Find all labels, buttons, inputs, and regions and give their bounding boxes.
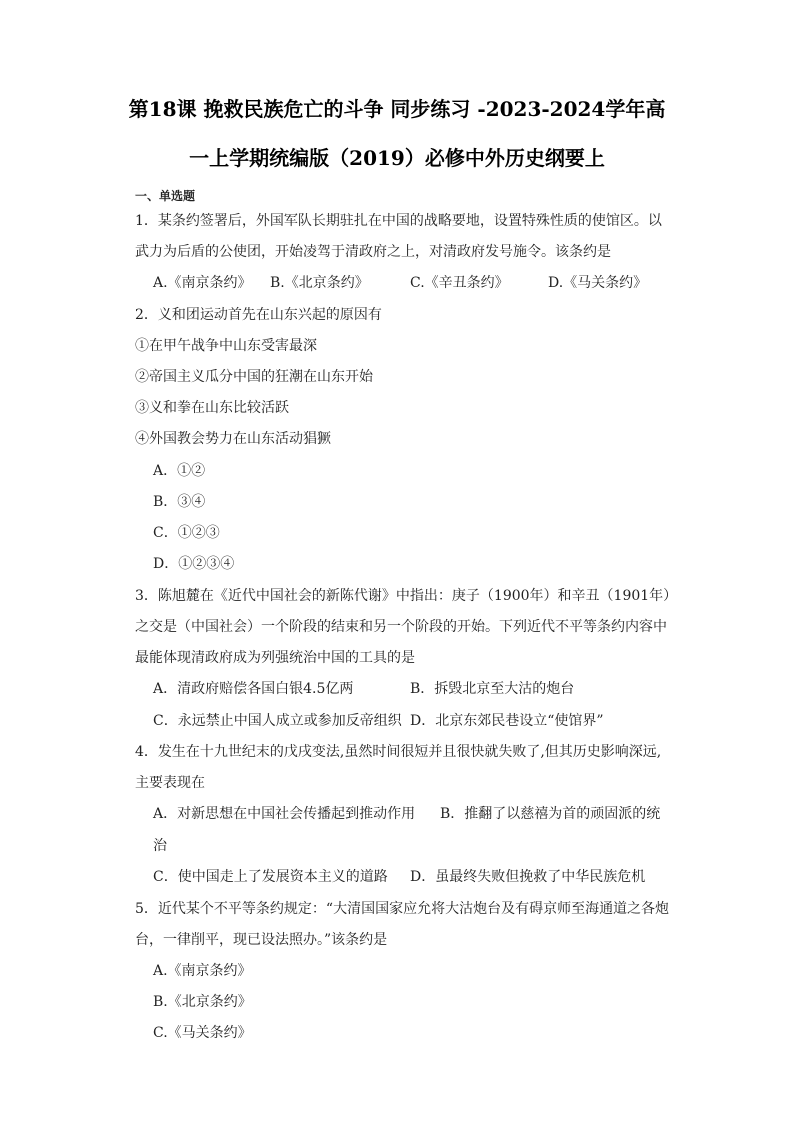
question-1-text: 武力为后盾的公使团，开始凌驾于清政府之上，对清政府发号施令。该条约是 <box>135 244 611 260</box>
question-3-option-a: A．清政府赔偿各国白银4.5亿两 <box>153 681 354 697</box>
question-3-text: 之交是（中国社会）一个阶段的结束和另一个阶段的开始。下列近代不平等条约内容中 <box>135 619 667 635</box>
question-2-statement-4: ④外国教会势力在山东活动猖獗 <box>135 431 331 447</box>
question-2-statement-1: ①在甲午战争中山东受害最深 <box>135 338 317 354</box>
question-5-option-c: C.《马关条约》 <box>153 1025 252 1041</box>
question-4-text: 4．发生在十九世纪末的戊戌变法,虽然时间很短并且很快就失败了,但其历史影响深远, <box>135 744 662 760</box>
question-5-text: 5．近代某个不平等条约规定：“大清国国家应允将大沽炮台及有碍京师至海通道之各炮 <box>135 901 670 917</box>
question-5-option-b: B.《北京条约》 <box>153 994 252 1010</box>
question-2-statement-3: ③义和拳在山东比较活跃 <box>135 400 289 416</box>
section-heading: 一、单选题 <box>135 189 196 203</box>
question-1-option-d: D.《马关条约》 <box>548 275 648 291</box>
question-5-text: 台，一律削平，现已设法照办。”该条约是 <box>135 932 388 948</box>
question-4-option-c: C．使中国走上了发展资本主义的道路 <box>153 869 388 885</box>
question-5-option-a: A.《南京条约》 <box>153 963 252 979</box>
question-3-option-c: C．永远禁止中国人成立或参加反帝组织 <box>153 713 402 729</box>
question-2-option-b: B．③④ <box>153 494 206 510</box>
question-2-statement-2: ②帝国主义瓜分中国的狂潮在山东开始 <box>135 369 373 385</box>
question-4-option-b-continuation: 治 <box>153 838 167 854</box>
question-2-text: 2．义和团运动首先在山东兴起的原因有 <box>135 307 382 323</box>
question-4-option-b: B．推翻了以慈禧为首的顽固派的统 <box>440 806 661 822</box>
document-title-line-2: 一上学期统编版（2019）必修中外历史纲要上 <box>189 146 605 170</box>
question-4-option-a: A．对新思想在中国社会传播起到推动作用 <box>153 806 416 822</box>
question-3-option-b: B．拆毁北京至大沽的炮台 <box>410 681 575 697</box>
question-2-option-a: A．①② <box>153 463 206 479</box>
question-1-option-a: A.《南京条约》 <box>153 275 252 291</box>
question-1-text: 1．某条约签署后，外国军队长期驻扎在中国的战略要地，设置特殊性质的使馆区。以 <box>135 213 662 229</box>
question-1-option-c: C.《辛丑条约》 <box>410 275 509 291</box>
question-1-option-b: B.《北京条约》 <box>270 275 369 291</box>
question-2-option-d: D．①②③④ <box>153 556 235 572</box>
question-3-text: 最能体现清政府成为列强统治中国的工具的是 <box>135 650 415 666</box>
question-3-option-d: D．北京东郊民巷设立“使馆界” <box>410 713 604 729</box>
document-title-line-1: 第18课 挽救民族危亡的斗争 同步练习 -2023-2024学年高 <box>128 97 666 121</box>
question-4-text: 主要表现在 <box>135 775 205 791</box>
question-2-option-c: C．①②③ <box>153 525 220 541</box>
question-4-option-d: D．虽最终失败但挽救了中华民族危机 <box>410 869 646 885</box>
question-3-text: 3．陈旭麓在《近代中国社会的新陈代谢》中指出：庚子（1900年）和辛丑（1901年） <box>135 588 678 604</box>
